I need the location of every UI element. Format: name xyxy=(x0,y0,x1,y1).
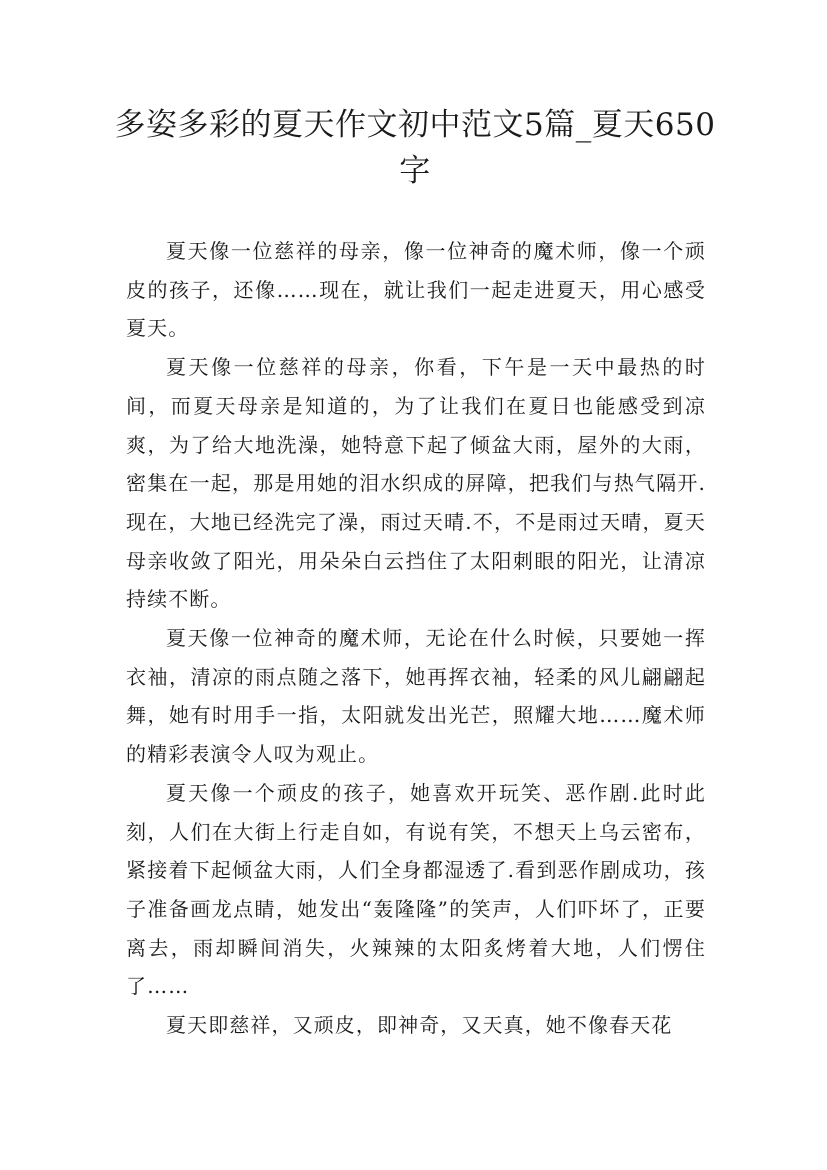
document-title: 多姿多彩的夏天作文初中范文5篇_夏天650字 xyxy=(114,107,716,189)
paragraph-summary: 夏天即慈祥，又顽皮，即神奇，又天真，她不像春天花 xyxy=(166,1013,673,1038)
paragraph-intro: 夏天像一位慈祥的母亲，像一位神奇的魔术师，像一个顽皮的孩子，还像……现在，就让我们一起走进夏天，用心感受夏天。 xyxy=(126,239,706,341)
paragraph-child: 夏天像一个顽皮的孩子，她喜欢开玩笑、恶作剧.此时此刻，人们在大街上行走自如，有说有笑，不想天上乌云密布，紧接着下起倾盆大雨，人们全身都湿透了.看到恶作剧成功，孩子准备画龙点睛，她发出“轰隆隆”的笑声，人们吓坏了，正要离去，雨却瞬间消失，火辣辣的太阳炙烤着大地，人们愣住了…… xyxy=(126,780,706,999)
document-body xyxy=(126,232,706,1045)
paragraph-mother: 夏天像一位慈祥的母亲，你看，下午是一天中最热的时间，而夏天母亲是知道的，为了让我们在夏日也能感受到凉爽，为了给大地洗澡，她特意下起了倾盆大雨，屋外的大雨，密集在一起，那是用她的泪水织成的屏障，把我们与热气隔开.现在，大地已经洗完了澡，雨过天晴.不，不是雨过天晴，夏天母亲收敛了阳光，用朵朵白云挡住了太阳刺眼的阳光，让清凉持续不断。 xyxy=(126,355,706,612)
paragraph-magician: 夏天像一位神奇的魔术师，无论在什么时候，只要她一挥衣袖，清凉的雨点随之落下，她再挥衣袖，轻柔的风儿翩翩起舞，她有时用手一指，太阳就发出光芒，照耀大地……魔术师的精彩表演令人叹为观止。 xyxy=(126,626,706,767)
